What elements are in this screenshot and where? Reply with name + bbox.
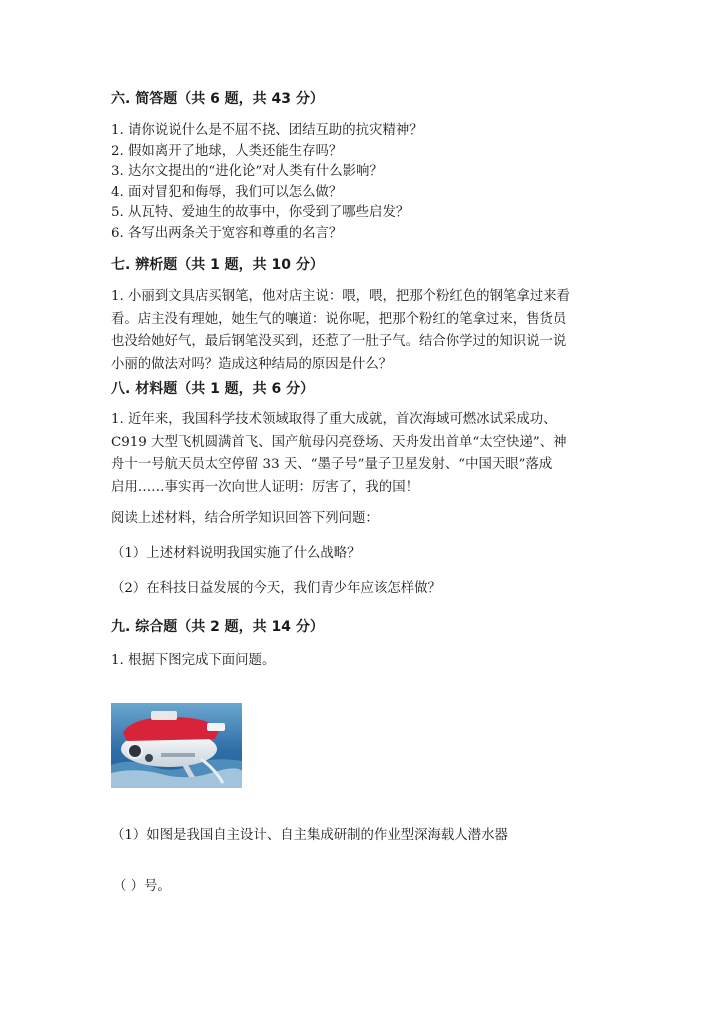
section-nine-intro: 1. 根据下图完成下面问题。	[111, 653, 276, 668]
section-six-heading: 六. 简答题（共 6 题，共 43 分）	[111, 91, 324, 107]
list-item: 2. 假如离开了地球，人类还能生存吗？	[111, 143, 343, 159]
section-eight-instruction: 阅读上述材料，结合所学知识回答下列问题：	[111, 511, 379, 526]
viewport-window	[128, 744, 142, 758]
list-item: 5. 从瓦特、爱迪生的故事中，你受到了哪些启发？	[111, 205, 410, 220]
section-seven-heading: 七. 辨析题（共 1 题，共 10 分）	[111, 257, 324, 273]
submersible-tower	[151, 711, 177, 720]
paragraph-line: 看。店主没有理她，她生气的嚷道：说你呢，把那个粉红的笔拿过来，售货员	[111, 311, 567, 327]
section-seven-question	[111, 286, 611, 376]
section-nine-heading: 九. 综合题（共 2 题，共 14 分）	[111, 619, 324, 635]
paragraph-line: 舟十一号航天员太空停留 33 天、“墨子号”量子卫星发射、“中国天眼”落成	[111, 457, 553, 472]
paragraph-line: 1. 小丽到文具店买钢笔，他对店主说：喂，喂，把那个粉红色的钢笔拿过来看	[111, 289, 570, 304]
hull-stripe	[161, 753, 195, 757]
submersible-photo	[111, 703, 242, 788]
list-item: 3. 达尔文提出的“进化论”对人类有什么影响？	[111, 164, 383, 179]
section-eight-question-1: （1）上述材料说明我国实施了什么战略？	[111, 546, 361, 561]
list-item: 6. 各写出两条关于宽容和尊重的名言？	[111, 225, 343, 241]
paragraph-line: 小丽的做法对吗？造成这种结局的原因是什么？	[111, 356, 393, 372]
section-six-question-list	[111, 121, 423, 244]
section-eight-material	[111, 409, 611, 499]
list-item: 4. 面对冒犯和侮辱，我们可以怎么做？	[111, 184, 343, 200]
paragraph-line: C919 大型飞机圆满首飞、国产航母闪亮登场、天舟发出首单“太空快递”、神	[111, 434, 567, 450]
section-nine-question-1: （1）如图是我国自主设计、自主集成研制的作业型深海载人潜水器	[111, 828, 508, 843]
paragraph-line: 启用……事实再一次向世人证明：厉害了，我的国！	[111, 479, 419, 495]
section-eight-heading: 八. 材料题（共 1 题，共 6 分）	[111, 381, 315, 397]
submersible-fin	[207, 723, 225, 731]
section-eight-question-2: （2）在科技日益发展的今天，我们青少年应该怎样做？	[111, 581, 441, 596]
paragraph-line: 1. 近年来，我国科学技术领域取得了重大成就，首次海域可燃冰试采成功、	[111, 412, 557, 427]
light-port	[145, 754, 153, 762]
list-item: 1. 请你说说什么是不屈不挠、团结互助的抗灾精神？	[111, 123, 423, 138]
paragraph-line: 也没给她好气，最后钢笔没买到，还惹了一肚子气。结合你学过的知识说一说	[111, 334, 567, 349]
answer-blank[interactable]: （ ）号。	[113, 879, 171, 894]
